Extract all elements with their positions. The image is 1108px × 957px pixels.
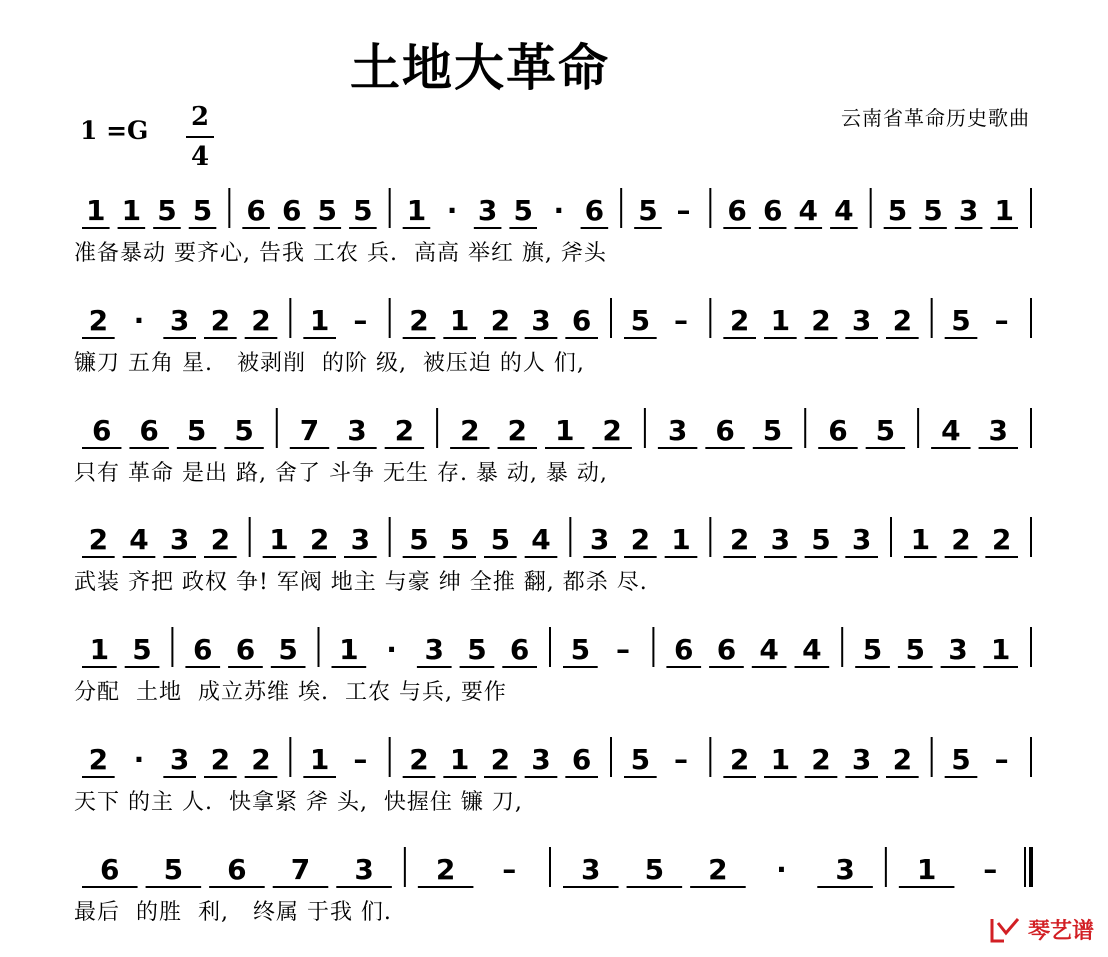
note: 1: [554, 414, 575, 447]
note: ·: [446, 194, 458, 227]
note: –: [353, 304, 368, 337]
time-signature-top: 2: [190, 102, 210, 132]
note: 1: [990, 633, 1011, 666]
note: 4: [802, 633, 822, 666]
note: 5: [132, 633, 152, 666]
note: 2: [708, 853, 728, 886]
note: 2: [507, 414, 528, 447]
note: 2: [991, 523, 1012, 556]
note: 2: [602, 414, 622, 447]
note: 3: [948, 633, 968, 666]
note: 1: [339, 633, 359, 666]
note: 5: [762, 414, 783, 447]
note: 5: [513, 194, 533, 227]
note: 3: [581, 853, 601, 886]
note: 3: [835, 853, 855, 886]
note: 3: [354, 853, 374, 886]
note: 4: [941, 414, 961, 447]
note: 1: [994, 194, 1014, 227]
note: 6: [716, 633, 737, 666]
note: –: [994, 304, 1009, 337]
note: 6: [674, 633, 694, 666]
note: 3: [988, 414, 1009, 447]
note: 4: [531, 523, 551, 556]
note: 2: [811, 743, 831, 776]
note: 5: [317, 194, 338, 227]
note: 6: [193, 633, 213, 666]
note: 5: [490, 523, 511, 556]
note: ·: [386, 633, 397, 666]
note: –: [674, 743, 688, 776]
lyric-line: 天下 的主 人. 快拿紧 斧 头, 快握住 镰 刀,: [74, 790, 523, 815]
logo-icon: [988, 915, 1022, 945]
lyric-line: 镰刀 五角 星. 被剥削 的阶 级, 被压迫 的人 们,: [74, 351, 585, 376]
note: 3: [770, 523, 791, 556]
note: 2: [951, 523, 971, 556]
note: 1: [89, 633, 110, 666]
note: 1: [309, 304, 330, 337]
note: 2: [88, 743, 109, 776]
note: 2: [210, 523, 231, 556]
note: 2: [729, 304, 750, 337]
note: 5: [234, 414, 254, 447]
note: 2: [811, 304, 831, 337]
watermark-logo: [988, 914, 1094, 945]
note: 2: [490, 304, 511, 337]
note: 5: [163, 853, 184, 886]
time-signature-bottom: 4: [190, 142, 210, 172]
note: 3: [169, 523, 190, 556]
note: ·: [776, 853, 787, 886]
note: 2: [210, 743, 231, 776]
note: 3: [531, 743, 551, 776]
note: 2: [88, 523, 109, 556]
note: 7: [299, 414, 320, 447]
note: 5: [862, 633, 883, 666]
note: 1: [671, 523, 691, 556]
note: 6: [100, 853, 120, 886]
note: 2: [251, 304, 271, 337]
note: 6: [91, 414, 112, 447]
note: 2: [892, 743, 913, 776]
note: ·: [133, 304, 145, 337]
note: 6: [727, 194, 747, 227]
note: 5: [630, 743, 651, 776]
note: 2: [210, 304, 231, 337]
note: 5: [875, 414, 896, 447]
note: 1: [910, 523, 931, 556]
lyric-line: 准备暴动 要齐心, 告我 工农 兵. 高高 举红 旗, 斧头: [74, 241, 607, 266]
note: –: [674, 304, 688, 337]
note: 6: [227, 853, 247, 886]
note: 3: [851, 523, 872, 556]
note: –: [676, 194, 691, 227]
note: 2: [460, 414, 480, 447]
note: 5: [951, 743, 971, 776]
note: 6: [246, 194, 266, 227]
note: 3: [851, 743, 872, 776]
note: 3: [958, 194, 979, 227]
note: 3: [424, 633, 444, 666]
note: 3: [477, 194, 498, 227]
score-row: [0, 296, 1108, 406]
note: –: [994, 743, 1009, 776]
note: 1: [770, 304, 791, 337]
note: 7: [290, 853, 311, 886]
note: ·: [553, 194, 565, 227]
note: 5: [449, 523, 470, 556]
note: 2: [251, 743, 271, 776]
note: –: [353, 743, 368, 776]
score-row: [0, 625, 1108, 735]
note: 5: [951, 304, 971, 337]
note: 2: [892, 304, 913, 337]
note: 5: [811, 523, 831, 556]
note: 5: [157, 194, 177, 227]
note: 2: [409, 304, 429, 337]
note: 3: [667, 414, 688, 447]
note: 6: [571, 743, 592, 776]
note: 6: [715, 414, 735, 447]
note: 5: [644, 853, 665, 886]
note: –: [983, 853, 998, 886]
note: 5: [467, 633, 487, 666]
note: 2: [394, 414, 415, 447]
note: 6: [571, 304, 592, 337]
note: 1: [406, 194, 427, 227]
note: 6: [762, 194, 783, 227]
note: 1: [449, 304, 470, 337]
note: 1: [449, 743, 470, 776]
note: 2: [88, 304, 109, 337]
note: 2: [309, 523, 330, 556]
note: 5: [887, 194, 908, 227]
note: 5: [630, 304, 651, 337]
note: 1: [121, 194, 142, 227]
note: 6: [139, 414, 159, 447]
note: 6: [509, 633, 530, 666]
note: 1: [86, 194, 106, 227]
note: 6: [584, 194, 605, 227]
note: 4: [834, 194, 854, 227]
note: 6: [828, 414, 848, 447]
note: 3: [169, 304, 190, 337]
note: 3: [589, 523, 610, 556]
key-signature: 1 =G: [80, 116, 149, 145]
note: 5: [278, 633, 298, 666]
logo-text: 琴艺谱: [1027, 919, 1094, 944]
note: 5: [192, 194, 213, 227]
note: 6: [281, 194, 302, 227]
page-title: 土地大革命: [350, 39, 610, 97]
score-row: [0, 845, 1108, 955]
song-source: 云南省革命历史歌曲: [841, 106, 1030, 130]
score-row: [0, 735, 1108, 845]
note: 3: [347, 414, 367, 447]
note: 5: [638, 194, 658, 227]
note: ·: [133, 743, 145, 776]
note: 1: [269, 523, 289, 556]
note: 2: [729, 743, 750, 776]
note: 5: [923, 194, 943, 227]
note: 3: [531, 304, 551, 337]
note: 4: [798, 194, 819, 227]
note: 2: [435, 853, 456, 886]
note: 1: [770, 743, 791, 776]
note: 5: [905, 633, 925, 666]
note: 3: [851, 304, 872, 337]
note: 2: [729, 523, 750, 556]
score-row: [0, 515, 1108, 625]
lyric-line: 最后 的胜 利, 终属 于我 们.: [74, 900, 392, 925]
note: 1: [916, 853, 937, 886]
note: 5: [570, 633, 591, 666]
lyric-line: 分配 土地 成立苏维 埃. 工农 与兵, 要作: [74, 680, 507, 705]
note: 5: [353, 194, 373, 227]
note: –: [502, 853, 517, 886]
note: 6: [235, 633, 256, 666]
note: 3: [169, 743, 190, 776]
note: –: [616, 633, 631, 666]
note: 2: [630, 523, 651, 556]
score-row: [0, 186, 1108, 296]
note: 2: [490, 743, 511, 776]
note: 1: [309, 743, 330, 776]
note: 4: [759, 633, 779, 666]
lyric-line: 武装 齐把 政权 争! 军阀 地主 与豪 绅 全推 翻, 都杀 尽.: [74, 570, 648, 595]
score-row: [0, 406, 1108, 516]
lyric-line: 只有 革命 是出 路, 舍了 斗争 无生 存. 暴 动, 暴 动,: [74, 461, 608, 486]
note: 2: [409, 743, 429, 776]
note: 5: [186, 414, 207, 447]
note: 5: [409, 523, 429, 556]
note: 3: [350, 523, 371, 556]
note: 4: [129, 523, 149, 556]
